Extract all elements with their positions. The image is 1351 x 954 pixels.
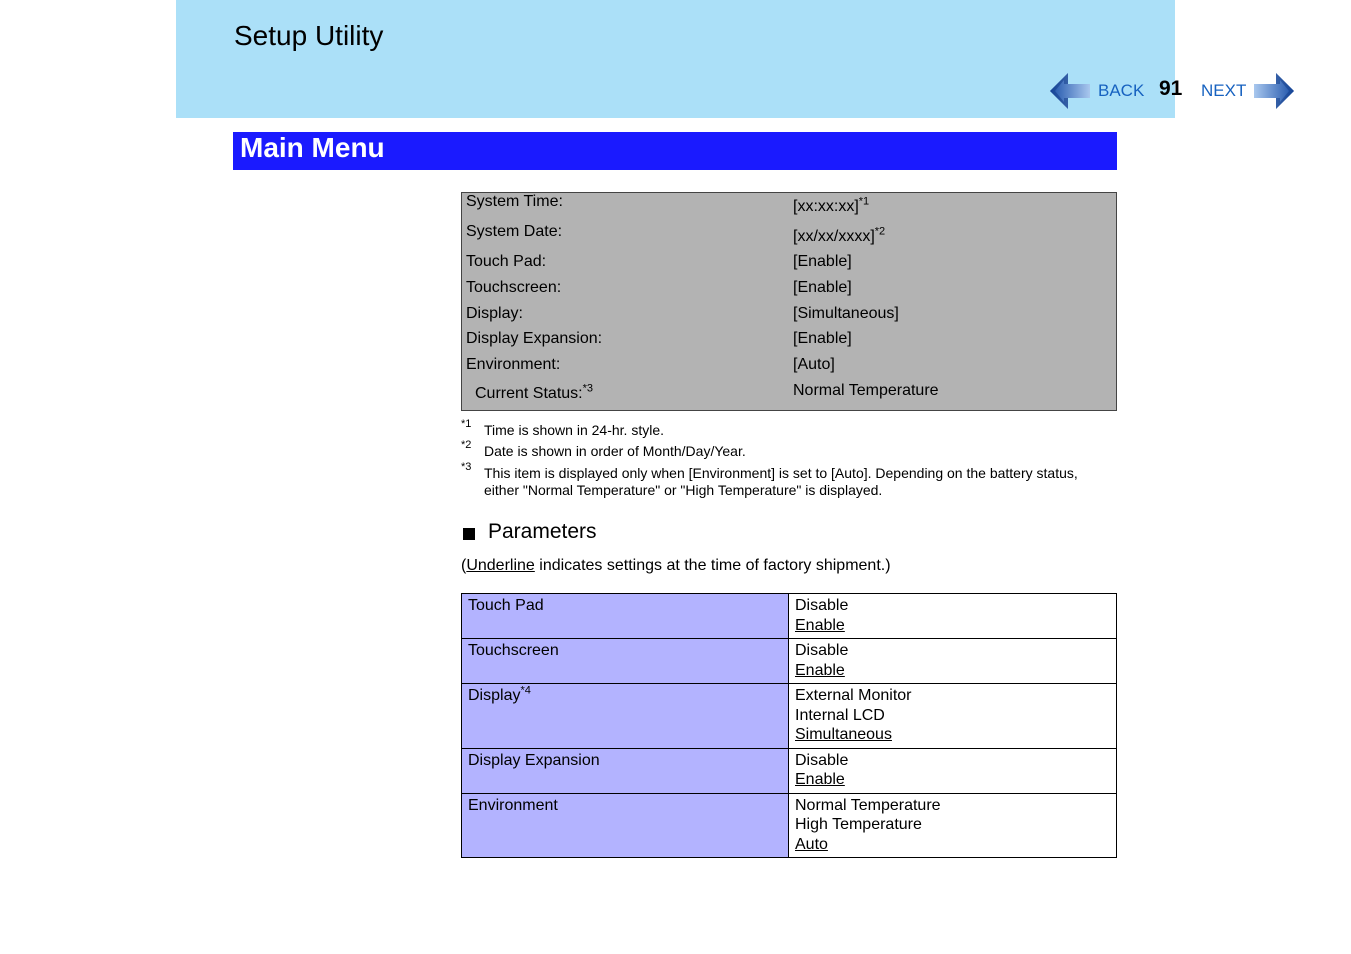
menu-row-display: [462, 305, 1116, 329]
back-link[interactable]: BACK: [1098, 81, 1145, 100]
option-default: Enable: [795, 616, 845, 634]
footnote-text: Date is shown in order of Month/Day/Year.: [484, 443, 746, 459]
footnote-mark: *3: [461, 461, 472, 473]
parameter-options: [789, 793, 1117, 858]
option: Disable: [795, 642, 849, 659]
parameter-name: Display$^{*4}$: [462, 684, 789, 749]
option-default: Simultaneous: [795, 726, 892, 743]
parameter-name: Environment: [462, 793, 789, 858]
option: Disable: [795, 597, 849, 614]
menu-value: [Enable]: [793, 253, 852, 270]
table-row: [462, 684, 1117, 749]
option-default: Enable: [795, 661, 845, 679]
footnote-mark: *1: [461, 418, 472, 430]
menu-value: [Enable]: [793, 279, 852, 296]
menu-row-current-status: [462, 382, 1116, 406]
parameter-name: Touchscreen: [462, 639, 789, 684]
option: High Temperature: [795, 816, 922, 833]
parameters-title: Parameters: [488, 520, 597, 543]
parameter-name: Display Expansion: [462, 748, 789, 793]
menu-label: Display:: [466, 305, 523, 322]
menu-value: [Auto]: [793, 356, 835, 373]
table-row: [462, 594, 1117, 639]
option: External Monitor: [795, 687, 912, 704]
menu-label: Display Expansion:: [466, 330, 603, 347]
parameters-table: [461, 593, 1117, 858]
option: Disable: [795, 751, 849, 769]
page-header: [176, 0, 1247, 118]
option: Normal Temperature: [795, 796, 941, 814]
option-default: Enable: [795, 771, 845, 788]
menu-value: [Enable]: [793, 330, 852, 347]
menu-value: [Simultaneous]: [793, 305, 899, 322]
option-default: Auto: [795, 835, 828, 853]
parameter-name: Touch Pad: [462, 594, 789, 639]
section-title: Main Menu: [240, 132, 385, 163]
menu-label: Touch Pad:: [466, 253, 547, 270]
parameter-options: [789, 748, 1117, 793]
table-row: [462, 748, 1117, 793]
parameter-options: [789, 594, 1117, 639]
option: Internal LCD: [795, 706, 885, 724]
footnote-ref: *3: [582, 382, 594, 395]
back-arrow-icon[interactable]: [1050, 72, 1090, 110]
menu-row-environment: [462, 356, 1116, 380]
menu-label: System Date:: [466, 223, 563, 240]
menu-row-system-time: [462, 193, 1116, 217]
footnote-text: Time is shown in 24-hr. style.: [484, 422, 664, 438]
menu-value: [xx/xx/xxxx]$^{*2}$: [793, 225, 886, 245]
page-navigation: [1050, 72, 1294, 110]
parameter-options: [789, 639, 1117, 684]
footnote-mark: *2: [461, 439, 472, 451]
menu-label: System Time:: [466, 193, 563, 210]
menu-label: Environment:: [466, 356, 561, 373]
footnote-text: This item is displayed only when [Environment] is set to [Auto]. Depending on the battery status, either "Normal Temperature" or "High Temperature" is displayed.: [484, 465, 1078, 498]
footnote-ref: *1: [858, 195, 870, 208]
next-arrow-icon[interactable]: [1254, 72, 1294, 110]
parameters-note: (Underline indicates settings at the time of factory shipment.): [461, 557, 891, 574]
menu-value: [xx:xx:xx]$^{*1}$: [793, 195, 870, 215]
underline-sample: Underline: [466, 557, 535, 574]
section-header: [233, 132, 1117, 170]
table-row: [462, 793, 1117, 858]
square-bullet-icon: [463, 528, 475, 540]
next-link[interactable]: NEXT: [1201, 81, 1247, 100]
menu-label: Touchscreen:: [466, 279, 562, 296]
footnote-ref: *2: [874, 225, 886, 238]
menu-label: Current Status:$^{*3}$: [475, 382, 594, 402]
footnote-ref: *4: [520, 684, 531, 697]
menu-value: Normal Temperature: [793, 382, 939, 399]
page-title: Setup Utility: [234, 20, 384, 51]
menu-row-touchscreen: [462, 279, 1116, 303]
page-number: 91: [1159, 77, 1183, 100]
main-menu-screen: [461, 192, 1117, 411]
parameter-options: [789, 684, 1117, 749]
menu-row-touch-pad: [462, 253, 1116, 277]
table-row: [462, 639, 1117, 684]
menu-row-display-expansion: [462, 330, 1116, 354]
menu-row-system-date: [462, 223, 1116, 247]
